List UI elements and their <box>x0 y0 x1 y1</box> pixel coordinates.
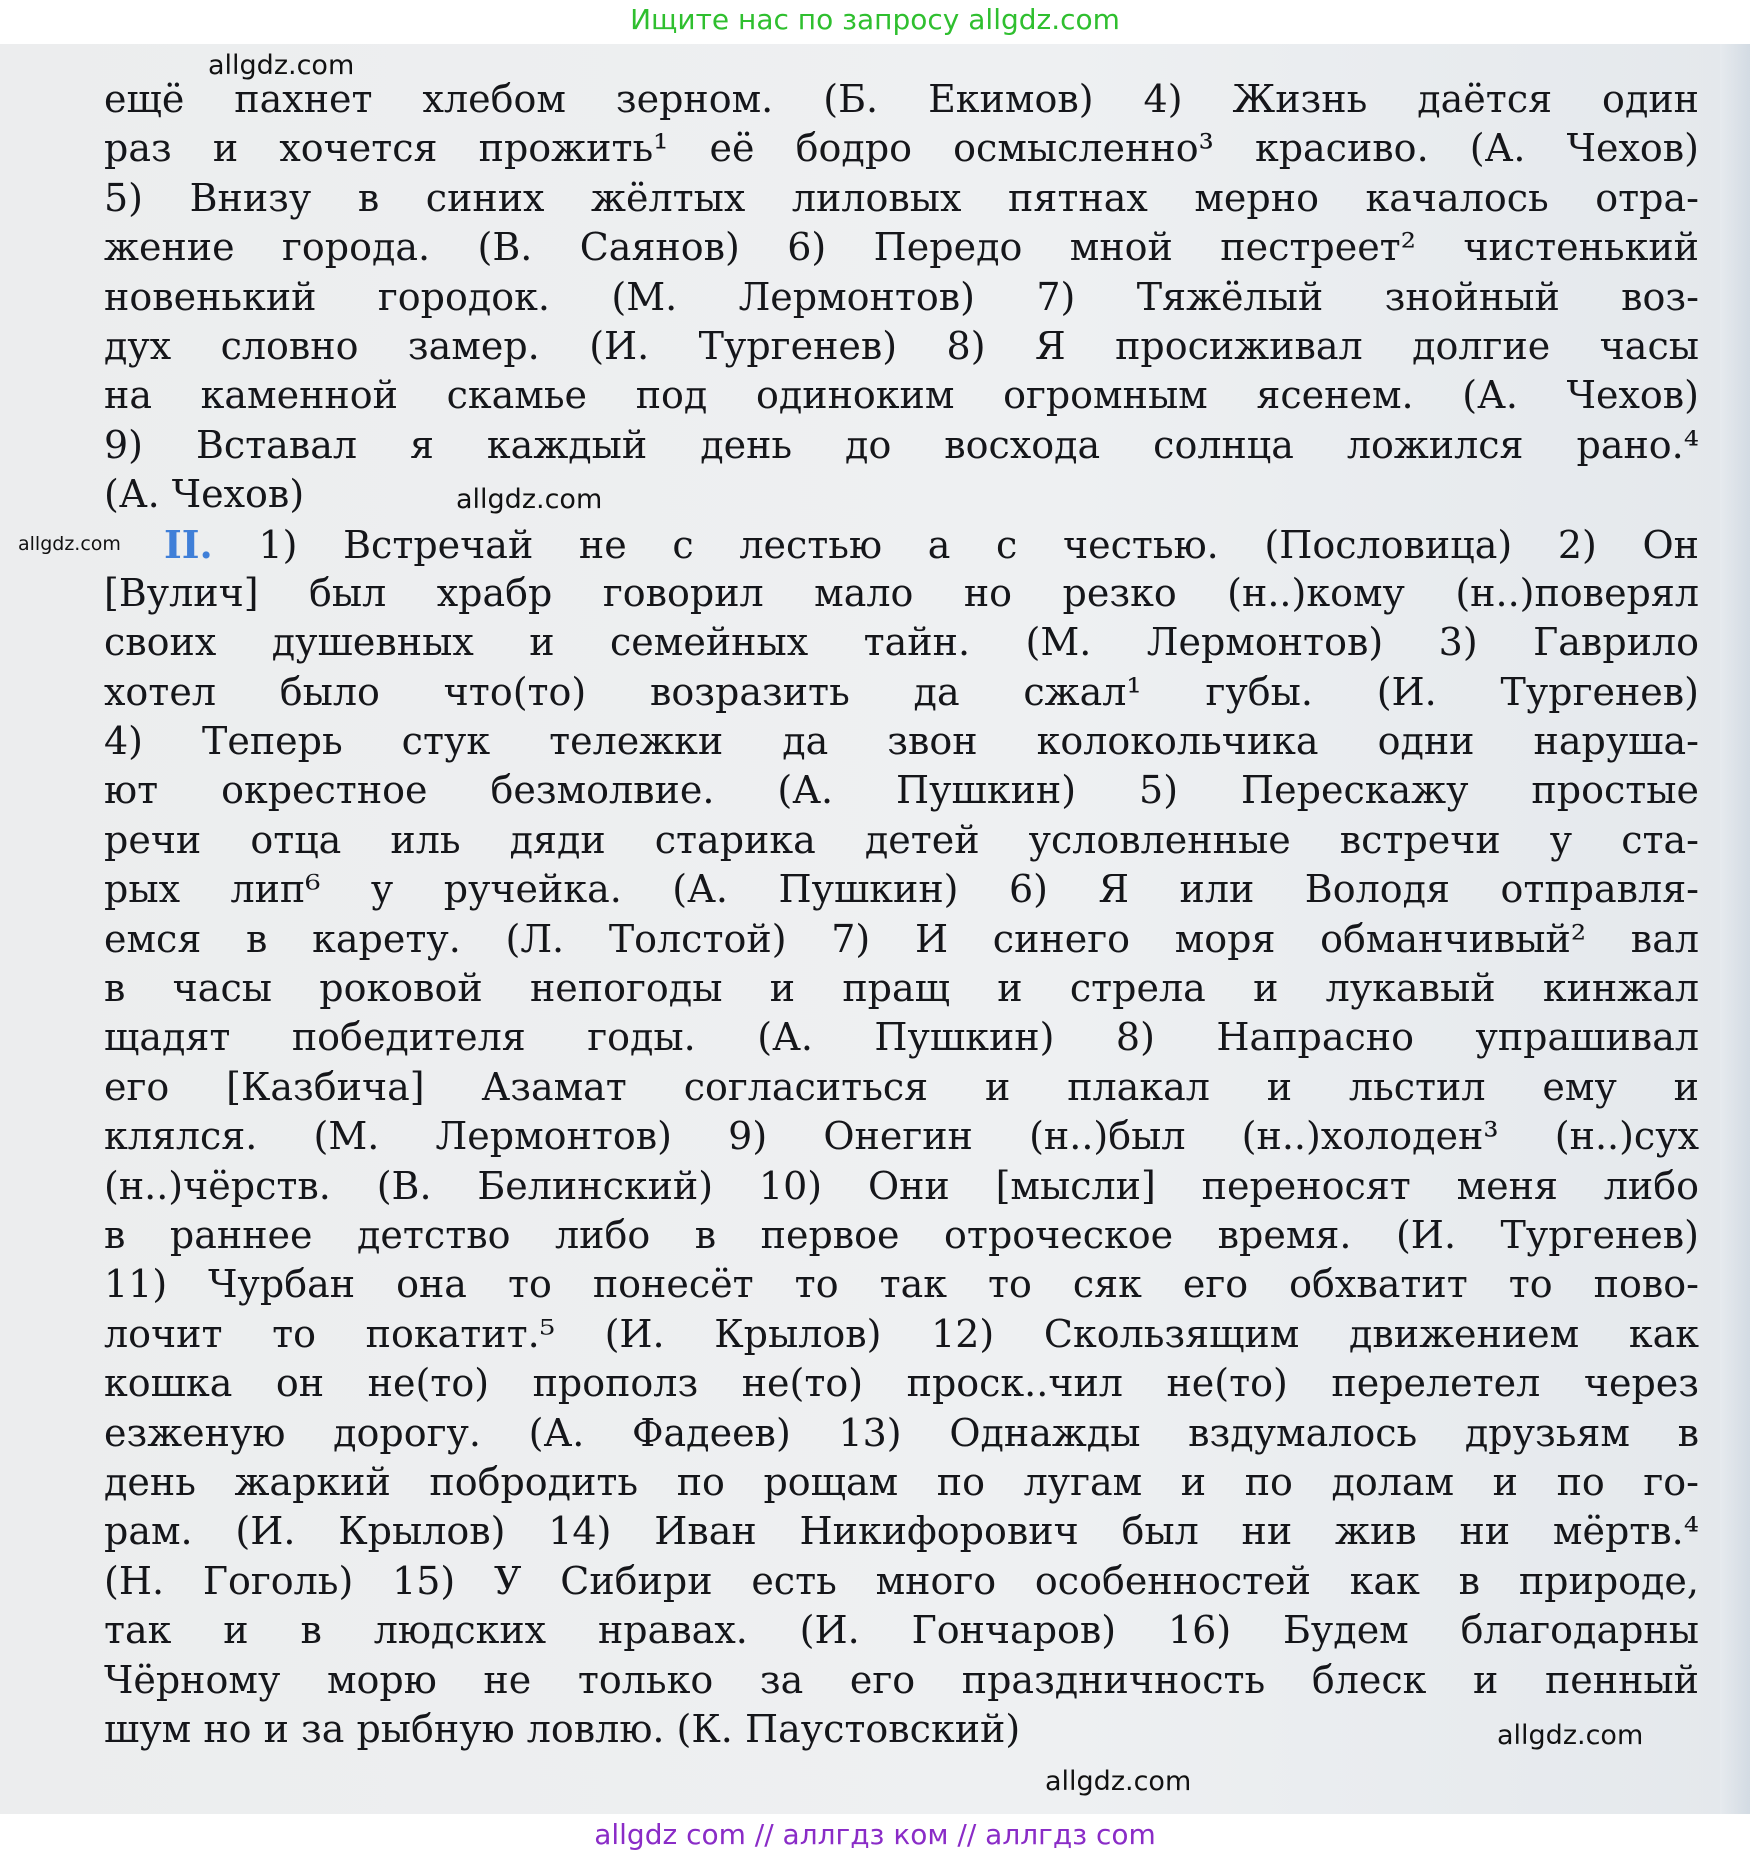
section-number: II. <box>164 521 213 567</box>
text-line: новенький городок. (М. Лермонтов) 7) Тяжёлый знойный воз- <box>104 274 1699 319</box>
text-line: клялся. (М. Лермонтов) 9) Онегин (н..)был (н..)холоден³ (н..)сух <box>104 1114 1699 1159</box>
text-line: ещё пахнет хлебом зерном. (Б. Екимов) 4) Жизнь даётся один <box>104 77 1699 121</box>
watermark: allgdz.com <box>1045 1766 1192 1797</box>
text-line: кошка он не(то) прополз не(то) проск..чил не(то) перелетел через <box>104 1361 1699 1406</box>
text-line: (А. Чехов) <box>104 472 305 517</box>
text-line: жение города. (В. Саянов) 6) Передо мной пестреет² чистенький <box>104 225 1699 270</box>
text-line: [Вулич] был храбр говорил мало но резко (н..)кому (н..)поверял <box>104 570 1699 615</box>
text-line: рам. (И. Крылов) 14) Иван Никифорович был ни жив ни мёртв.⁴ <box>104 1509 1699 1554</box>
text-line: на каменной скамье под одиноким огромным ясенем. (А. Чехов) <box>104 373 1699 418</box>
text-line: так и в людских нравах. (И. Гончаров) 16) Будем благодарны <box>104 1608 1699 1653</box>
page-edge <box>1720 44 1750 1814</box>
text-line: речи отца иль дяди старика детей условленные встречи у ста- <box>104 817 1699 862</box>
text-line: 4) Теперь стук тележки да звон колокольчика одни наруша- <box>104 719 1699 764</box>
text-line: Чёрному морю не только за его праздничность блеск и пенный <box>104 1657 1699 1702</box>
text-line: 9) Вставал я каждый день до восхода солнца ложился рано.⁴ <box>104 422 1699 467</box>
text-line: емся в карету. (Л. Толстой) 7) И синего моря обманчивый² вал <box>104 916 1699 961</box>
top-banner[interactable]: Ищите нас по запросу allgdz.com <box>630 3 1120 36</box>
watermark: allgdz.com <box>18 533 121 555</box>
text-line: в раннее детство либо в первое отроческое время. (И. Тургенев) <box>104 1212 1699 1257</box>
text-line: 11) Чурбан она то понесёт то так то сяк его обхватит то пово- <box>104 1262 1699 1307</box>
text-line: (Н. Гоголь) 15) У Сибири есть много особенностей как в природе, <box>104 1558 1699 1603</box>
text-line: день жаркий побродить по рощам по лугам и по долам и по го- <box>104 1459 1699 1504</box>
watermark: allgdz.com <box>456 484 603 515</box>
text-line: щадят победителя годы. (А. Пушкин) 8) Напрасно упрашивал <box>104 1015 1699 1060</box>
watermark: allgdz.com <box>1497 1720 1644 1751</box>
text-line: раз и хочется прожить¹ её бодро осмысленно³ красиво. (А. Чехов) <box>104 126 1699 171</box>
text-line: хотел было что(то) возразить да сжал¹ губы. (И. Тургенев) <box>104 669 1699 714</box>
section-start-line <box>104 520 1699 569</box>
text-line: в часы роковой непогоды и пращ и стрела и лукавый кинжал <box>104 966 1699 1011</box>
text-line: (н..)чёрств. (В. Белинский) 10) Они [мысли] переносят меня либо <box>104 1163 1699 1208</box>
text-line: 5) Внизу в синих жёлтых лиловых пятнах мерно качалось отра- <box>104 175 1699 220</box>
text-line: рых лип⁶ у ручейка. (А. Пушкин) 6) Я или Володя отправля- <box>104 867 1699 912</box>
text-line: лочит то покатит.⁵ (И. Крылов) 12) Скользящим движением как <box>104 1311 1699 1356</box>
text-line: езженую дорогу. (А. Фадеев) 13) Однажды вздумалось друзьям в <box>104 1410 1699 1455</box>
text-line: дух словно замер. (И. Тургенев) 8) Я просиживал долгие часы <box>104 323 1699 368</box>
text-block <box>104 75 1699 1754</box>
bottom-banner[interactable]: allgdz com // аллгдз ком // аллгдз com <box>0 1814 1750 1856</box>
text-line: ют окрестное безмолвие. (А. Пушкин) 5) Перескажу простые <box>104 768 1699 813</box>
text-line: шум но и за рыбную ловлю. (К. Паустовский) <box>104 1706 1021 1751</box>
text-line: его [Казбича] Азамат согласиться и плакал и льстил ему и <box>104 1064 1699 1109</box>
text-line: своих душевных и семейных тайн. (М. Лермонтов) 3) Гаврило <box>104 620 1699 665</box>
watermark: allgdz.com <box>208 50 355 81</box>
text-line: 1) Встречай не с лестью а с честью. (Пословица) 2) Он <box>258 522 1699 567</box>
